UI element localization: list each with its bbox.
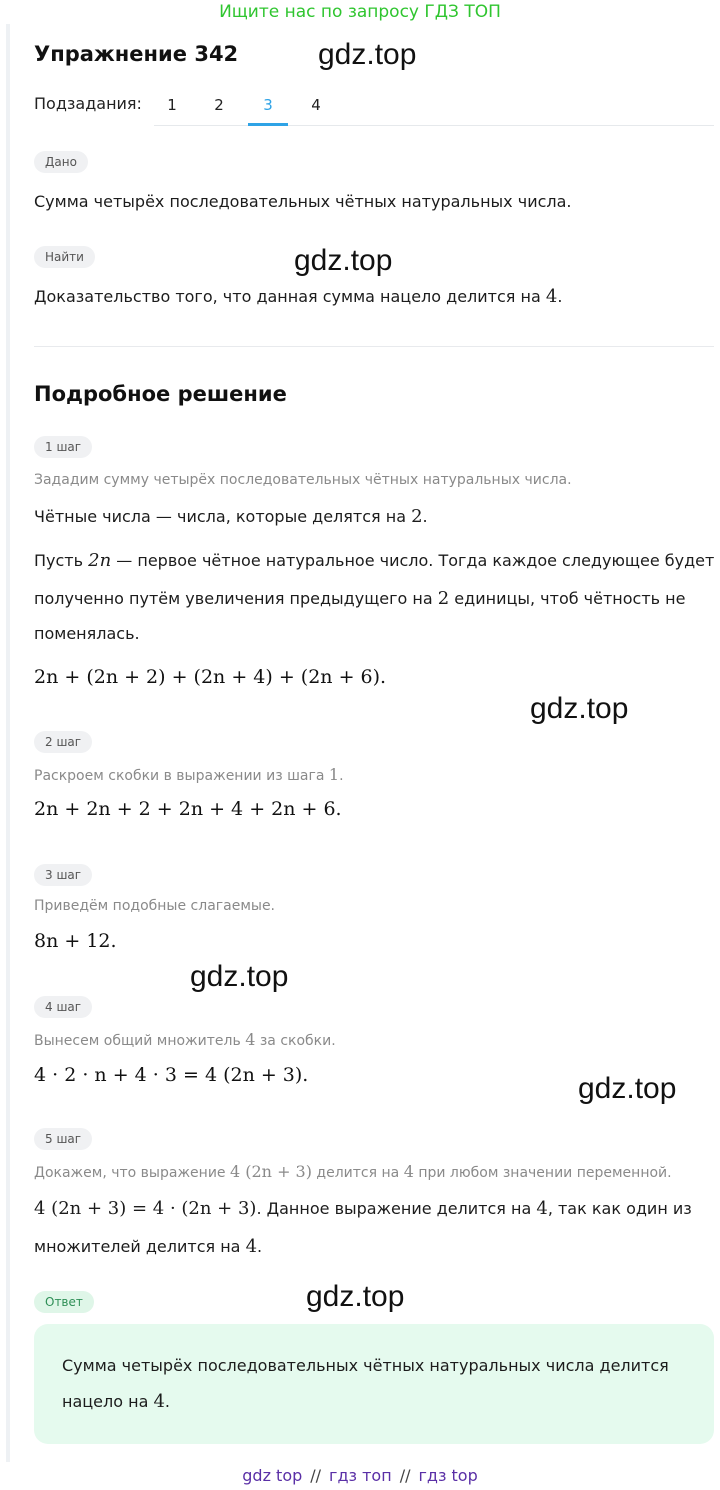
exercise-card: [6, 24, 720, 1462]
find-label: Найти: [34, 246, 95, 268]
step-5-label: 5 шаг: [34, 1128, 92, 1150]
step-3-label: 3 шаг: [34, 864, 92, 886]
answer-box: [34, 1324, 714, 1444]
watermark: gdz.top: [306, 1280, 405, 1313]
watermark: gdz.top: [294, 244, 393, 277]
subtask-tab-2[interactable]: 2: [214, 96, 224, 114]
top-banner: Ищите нас по запросу ГДЗ ТОП: [219, 2, 501, 22]
subtask-tab-1[interactable]: 1: [167, 96, 177, 114]
watermark: gdz.top: [578, 1072, 677, 1105]
step-4-label: 4 шаг: [34, 996, 92, 1018]
answer-text: Сумма четырёх последовательных чётных натуральных числа делится нацело на 4.: [62, 1356, 669, 1412]
footer-link-2[interactable]: гдз топ: [329, 1466, 392, 1485]
step-1-para-2-line-2: полученно путём увеличения предыдущего на 2 единицы, чтоб чётность не: [34, 588, 686, 609]
watermark: gdz.top: [530, 692, 629, 725]
footer-separator: //: [399, 1466, 411, 1485]
step-1-para-2-line-3: поменялась.: [34, 624, 140, 643]
step-5-line-1: 4 (2n + 3) = 4 · (2n + 3). Данное выражение делится на 4, так как один из: [34, 1198, 692, 1219]
tabs-underline: [154, 125, 714, 126]
step-5-hint: Докажем, что выражение 4 (2n + 3) делится на 4 при любом значении переменной.: [34, 1162, 672, 1181]
active-tab-indicator: [248, 123, 288, 126]
step-5-line-2: множителей делится на 4.: [34, 1236, 263, 1257]
subtasks-label: Подзадания:: [34, 94, 142, 113]
step-2-formula: 2n + 2n + 2 + 2n + 4 + 2n + 6.: [34, 798, 342, 820]
exercise-title: Упражнение 342: [34, 42, 239, 66]
answer-label: Ответ: [34, 1291, 94, 1313]
step-3-hint: Приведём подобные слагаемые.: [34, 898, 276, 914]
step-1-para-1: Чётные числа — числа, которые делятся на 2.: [34, 506, 428, 527]
solution-heading: Подробное решение: [34, 382, 287, 406]
step-3-formula: 8n + 12.: [34, 930, 117, 952]
footer-separator: //: [310, 1466, 322, 1485]
footer-links: [0, 1466, 720, 1485]
step-2-hint: Раскроем скобки в выражении из шага 1.: [34, 765, 344, 784]
step-2-label: 2 шаг: [34, 731, 92, 753]
section-divider: [34, 346, 714, 347]
footer-link-3[interactable]: гдз top: [418, 1466, 478, 1485]
subtask-tab-3-active[interactable]: 3: [263, 96, 273, 114]
watermark: gdz.top: [318, 38, 417, 71]
step-1-formula: 2n + (2n + 2) + (2n + 4) + (2n + 6).: [34, 666, 387, 688]
given-label: Дано: [34, 151, 88, 173]
subtask-tab-4[interactable]: 4: [311, 96, 321, 114]
step-1-label: 1 шаг: [34, 436, 92, 458]
find-text: Доказательство того, что данная сумма нацело делится на 4.: [34, 286, 563, 307]
given-text: Сумма четырёх последовательных чётных натуральных числа.: [34, 192, 572, 211]
step-1-para-2-line-1: Пусть 2n — первое чётное натуральное число. Тогда каждое следующее будет: [34, 550, 715, 571]
watermark: gdz.top: [190, 960, 289, 993]
step-4-hint: Вынесем общий множитель 4 за скобки.: [34, 1030, 336, 1049]
step-1-hint: Зададим сумму четырёх последовательных чётных натуральных числа.: [34, 472, 572, 488]
step-4-formula: 4 · 2 · n + 4 · 3 = 4 (2n + 3).: [34, 1064, 309, 1086]
footer-link-1[interactable]: gdz top: [242, 1466, 303, 1485]
